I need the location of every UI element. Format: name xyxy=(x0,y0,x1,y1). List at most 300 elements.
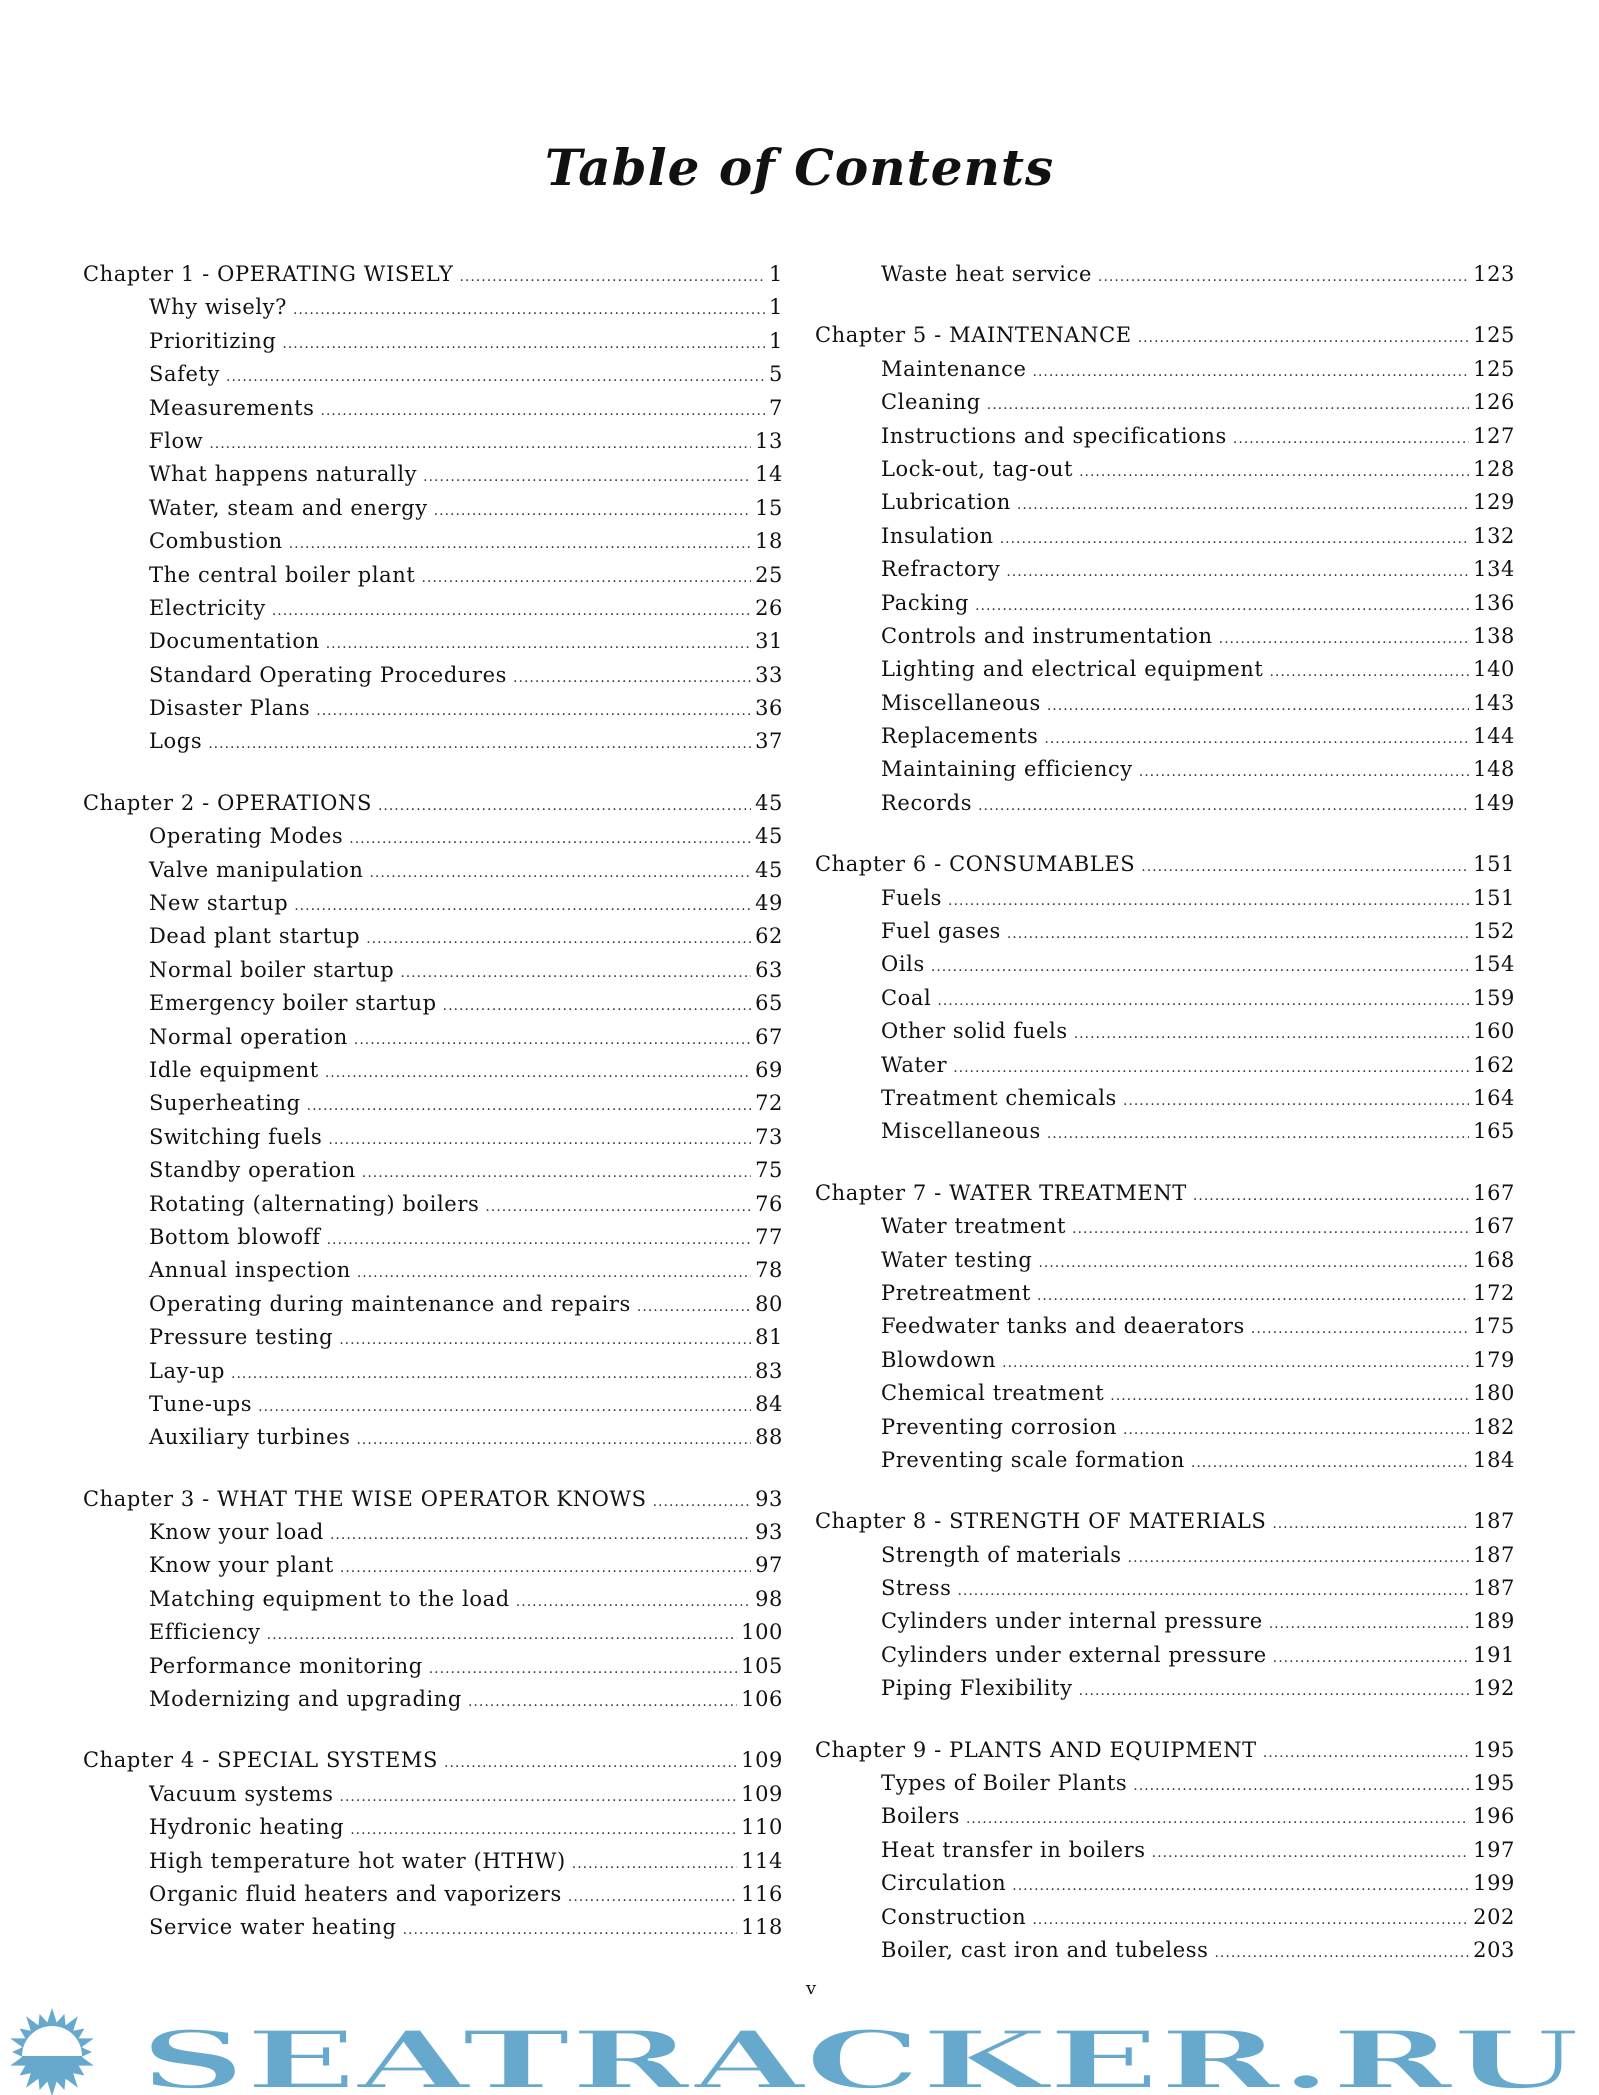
chapter-row[interactable] xyxy=(815,852,1515,885)
page-number: v xyxy=(806,1978,817,1999)
section-row[interactable] xyxy=(815,986,1515,1019)
entry-label: Service water heating xyxy=(149,1915,397,1940)
entry-page: 67 xyxy=(755,1024,783,1049)
section-row[interactable] xyxy=(83,1225,783,1258)
section-row[interactable] xyxy=(815,490,1515,523)
entry-page: 37 xyxy=(755,729,783,754)
section-row[interactable] xyxy=(815,390,1515,423)
section-row[interactable] xyxy=(83,1882,783,1915)
dot-leader xyxy=(282,336,765,352)
entry-label: Efficiency xyxy=(149,1620,261,1645)
entry-page: 75 xyxy=(755,1158,783,1183)
dot-leader xyxy=(1251,1321,1469,1337)
entry-label: Boiler, cast iron and tubeless xyxy=(881,1937,1209,1962)
section-row[interactable] xyxy=(83,729,783,762)
dot-leader xyxy=(272,603,751,619)
entry-label: Refractory xyxy=(881,557,1001,582)
entry-page: 14 xyxy=(755,462,783,487)
dot-leader xyxy=(316,703,751,719)
section-row[interactable] xyxy=(83,824,783,857)
section-row[interactable] xyxy=(815,791,1515,824)
dot-leader xyxy=(1123,1422,1469,1438)
section-row[interactable] xyxy=(815,1643,1515,1676)
entry-label: Logs xyxy=(149,729,203,754)
section-row[interactable] xyxy=(815,1938,1515,1971)
entry-page: 76 xyxy=(755,1191,783,1216)
section-row[interactable] xyxy=(83,629,783,662)
section-row[interactable] xyxy=(83,1553,783,1586)
entry-page: 93 xyxy=(755,1486,783,1511)
entry-label: Preventing scale formation xyxy=(881,1447,1185,1472)
entry-label: Cylinders under external pressure xyxy=(881,1642,1267,1667)
entry-label: High temperature hot water (HTHW) xyxy=(149,1848,566,1873)
section-row[interactable] xyxy=(83,362,783,395)
entry-page: 13 xyxy=(755,428,783,453)
entry-page: 72 xyxy=(755,1091,783,1116)
dot-leader xyxy=(1006,564,1469,580)
dot-leader xyxy=(931,959,1469,975)
dot-leader xyxy=(429,1661,737,1677)
dot-leader xyxy=(1191,1455,1469,1471)
entry-page: 159 xyxy=(1473,985,1515,1010)
section-row[interactable] xyxy=(83,1815,783,1848)
dot-leader xyxy=(1139,764,1469,780)
dot-leader xyxy=(1138,330,1469,346)
section-row[interactable] xyxy=(815,1804,1515,1837)
section-row[interactable] xyxy=(83,396,783,429)
entry-page: 140 xyxy=(1473,657,1515,682)
dot-leader xyxy=(1047,1126,1469,1142)
section-row[interactable] xyxy=(815,1905,1515,1938)
entry-label: Boilers xyxy=(881,1804,960,1829)
entry-label: Valve manipulation xyxy=(149,857,364,882)
section-row[interactable] xyxy=(83,1520,783,1553)
dot-leader xyxy=(1033,364,1470,380)
dot-leader xyxy=(637,1299,751,1315)
entry-label: Matching equipment to the load xyxy=(149,1586,510,1611)
section-row[interactable] xyxy=(83,1359,783,1392)
entry-label: Stress xyxy=(881,1576,952,1601)
dot-leader xyxy=(1002,1355,1469,1371)
entry-page: 187 xyxy=(1473,1509,1515,1534)
section-row[interactable] xyxy=(83,563,783,596)
entry-page: 31 xyxy=(755,629,783,654)
entry-page: 175 xyxy=(1473,1314,1515,1339)
chapter-row[interactable] xyxy=(83,1487,783,1520)
dot-leader xyxy=(1233,431,1469,447)
entry-label: Performance monitoring xyxy=(149,1653,423,1678)
chapter-group xyxy=(815,1738,1515,1972)
entry-page: 151 xyxy=(1473,852,1515,877)
section-row[interactable] xyxy=(83,1654,783,1687)
chapter-group xyxy=(83,791,783,1459)
entry-page: 109 xyxy=(741,1781,783,1806)
entry-page: 106 xyxy=(741,1687,783,1712)
dot-leader xyxy=(289,536,751,552)
entry-label: Miscellaneous xyxy=(881,690,1041,715)
chapter-row[interactable] xyxy=(815,323,1515,356)
entry-page: 65 xyxy=(755,991,783,1016)
chapter-row[interactable] xyxy=(815,1181,1515,1214)
section-row[interactable] xyxy=(815,886,1515,919)
entry-label: Insulation xyxy=(881,523,994,548)
entry-page: 84 xyxy=(755,1391,783,1416)
entry-label: Replacements xyxy=(881,724,1039,749)
section-row[interactable] xyxy=(815,624,1515,657)
entry-label: Water, steam and energy xyxy=(149,495,428,520)
dot-leader xyxy=(350,1822,737,1838)
entry-page: 162 xyxy=(1473,1052,1515,1077)
dot-leader xyxy=(1047,698,1469,714)
entry-page: 5 xyxy=(769,362,783,387)
section-row[interactable] xyxy=(815,1214,1515,1247)
entry-label: Maintenance xyxy=(881,356,1027,381)
entry-label: Cleaning xyxy=(881,390,981,415)
section-row[interactable] xyxy=(83,1587,783,1620)
entry-page: 191 xyxy=(1473,1642,1515,1667)
dot-leader xyxy=(1214,1945,1469,1961)
section-row[interactable] xyxy=(83,1620,783,1653)
dot-leader xyxy=(1017,497,1469,513)
entry-page: 116 xyxy=(741,1881,783,1906)
dot-leader xyxy=(1133,1778,1469,1794)
entry-label: Chapter 5 - MAINTENANCE xyxy=(815,323,1132,348)
entry-page: 152 xyxy=(1473,919,1515,944)
entry-page: 192 xyxy=(1473,1676,1515,1701)
entry-page: 77 xyxy=(755,1224,783,1249)
dot-leader xyxy=(1079,1683,1469,1699)
section-row[interactable] xyxy=(815,1019,1515,1052)
entry-page: 45 xyxy=(755,857,783,882)
entry-page: 184 xyxy=(1473,1447,1515,1472)
dot-leader xyxy=(1044,731,1469,747)
section-row[interactable] xyxy=(83,1025,783,1058)
section-row[interactable] xyxy=(815,1381,1515,1414)
entry-label: Other solid fuels xyxy=(881,1019,1068,1044)
section-row[interactable] xyxy=(815,919,1515,952)
entry-label: Normal operation xyxy=(149,1024,348,1049)
entry-page: 197 xyxy=(1473,1837,1515,1862)
entry-label: Preventing corrosion xyxy=(881,1414,1117,1439)
dot-leader xyxy=(226,369,765,385)
section-row[interactable] xyxy=(815,1676,1515,1709)
entry-label: Oils xyxy=(881,952,925,977)
dot-leader xyxy=(307,1098,751,1114)
entry-label: Lighting and electrical equipment xyxy=(881,657,1264,682)
entry-page: 187 xyxy=(1473,1542,1515,1567)
entry-label: Measurements xyxy=(149,395,315,420)
entry-page: 83 xyxy=(755,1358,783,1383)
section-row[interactable] xyxy=(83,1058,783,1091)
entry-page: 168 xyxy=(1473,1247,1515,1272)
entry-page: 98 xyxy=(755,1586,783,1611)
section-row[interactable] xyxy=(815,591,1515,624)
entry-label: Chapter 9 - PLANTS AND EQUIPMENT xyxy=(815,1737,1257,1762)
dot-leader xyxy=(1032,1912,1469,1928)
entry-page: 123 xyxy=(1473,262,1515,286)
section-row[interactable] xyxy=(83,1325,783,1358)
entry-page: 134 xyxy=(1473,557,1515,582)
dot-leader xyxy=(321,403,766,419)
dot-leader xyxy=(366,931,751,947)
entry-page: 196 xyxy=(1473,1804,1515,1829)
section-row[interactable] xyxy=(815,724,1515,757)
entry-page: 63 xyxy=(755,957,783,982)
entry-label: Organic fluid heaters and vaporizers xyxy=(149,1881,562,1906)
entry-page: 182 xyxy=(1473,1414,1515,1439)
chapter-row[interactable] xyxy=(83,1748,783,1781)
section-row[interactable] xyxy=(83,529,783,562)
section-row[interactable] xyxy=(815,1415,1515,1448)
section-row[interactable] xyxy=(815,1543,1515,1576)
chapter-row[interactable] xyxy=(83,262,783,295)
entry-page: 1 xyxy=(769,262,783,286)
section-row[interactable] xyxy=(815,1119,1515,1152)
entry-page: 189 xyxy=(1473,1609,1515,1634)
entry-label: Chapter 4 - SPECIAL SYSTEMS xyxy=(83,1748,438,1773)
section-row[interactable] xyxy=(815,952,1515,985)
dot-leader xyxy=(327,1232,752,1248)
section-row[interactable] xyxy=(815,757,1515,790)
section-row[interactable] xyxy=(815,262,1515,295)
entry-label: Chemical treatment xyxy=(881,1381,1105,1406)
dot-leader xyxy=(357,1265,751,1281)
dot-leader xyxy=(653,1494,751,1510)
chapter-group xyxy=(83,262,783,763)
entry-label: Lock-out, tag-out xyxy=(881,456,1074,481)
section-row[interactable] xyxy=(815,1248,1515,1281)
entry-label: Controls and instrumentation xyxy=(881,623,1213,648)
sun-icon xyxy=(10,2008,94,2095)
dot-leader xyxy=(340,1560,751,1576)
dot-leader xyxy=(1152,1845,1469,1861)
dot-leader xyxy=(339,1332,751,1348)
entry-page: 132 xyxy=(1473,523,1515,548)
section-row[interactable] xyxy=(815,1771,1515,1804)
entry-label: Vacuum systems xyxy=(149,1781,334,1806)
entry-page: 154 xyxy=(1473,952,1515,977)
dot-leader xyxy=(328,1132,751,1148)
entry-label: Know your load xyxy=(149,1520,324,1545)
entry-label: New startup xyxy=(149,891,289,916)
section-row[interactable] xyxy=(83,991,783,1024)
section-row[interactable] xyxy=(83,958,783,991)
dot-leader xyxy=(953,1060,1469,1076)
dot-leader xyxy=(444,1755,737,1771)
dot-leader xyxy=(400,965,751,981)
section-row[interactable] xyxy=(815,1576,1515,1609)
section-row[interactable] xyxy=(815,1838,1515,1871)
entry-page: 105 xyxy=(741,1653,783,1678)
entry-page: 187 xyxy=(1473,1576,1515,1601)
section-row[interactable] xyxy=(83,924,783,957)
chapter-row[interactable] xyxy=(815,1509,1515,1542)
dot-leader xyxy=(349,831,751,847)
dot-leader xyxy=(485,1199,751,1215)
entry-label: Dead plant startup xyxy=(149,924,361,949)
entry-page: 128 xyxy=(1473,456,1515,481)
section-row[interactable] xyxy=(83,295,783,328)
entry-label: Miscellaneous xyxy=(881,1119,1041,1144)
section-row[interactable] xyxy=(83,462,783,495)
entry-page: 195 xyxy=(1473,1771,1515,1796)
entry-page: 93 xyxy=(755,1520,783,1545)
entry-label: Pretreatment xyxy=(881,1280,1031,1305)
section-row[interactable] xyxy=(815,557,1515,590)
dot-leader xyxy=(513,670,751,686)
entry-page: 125 xyxy=(1473,356,1515,381)
entry-page: 69 xyxy=(755,1057,783,1082)
entry-page: 160 xyxy=(1473,1019,1515,1044)
dot-leader xyxy=(1079,464,1469,480)
section-row[interactable] xyxy=(83,663,783,696)
entry-page: 15 xyxy=(755,495,783,520)
dot-leader xyxy=(434,503,751,519)
entry-label: Rotating (alternating) boilers xyxy=(149,1191,480,1216)
entry-label: Emergency boiler startup xyxy=(149,991,437,1016)
dot-leader xyxy=(948,893,1469,909)
dot-leader xyxy=(231,1366,751,1382)
section-row[interactable] xyxy=(83,1091,783,1124)
entry-label: Standby operation xyxy=(149,1158,356,1183)
toc-column-right xyxy=(815,262,1515,1971)
section-row[interactable] xyxy=(83,1425,783,1458)
entry-page: 148 xyxy=(1473,757,1515,782)
dot-leader xyxy=(1037,1288,1469,1304)
entry-page: 179 xyxy=(1473,1347,1515,1372)
entry-label: Lay-up xyxy=(149,1358,225,1383)
entry-page: 125 xyxy=(1473,323,1515,348)
entry-page: 78 xyxy=(755,1258,783,1283)
entry-label: Treatment chemicals xyxy=(881,1085,1117,1110)
section-row[interactable] xyxy=(815,1348,1515,1381)
entry-label: Chapter 2 - OPERATIONS xyxy=(83,790,372,815)
entry-label: Disaster Plans xyxy=(149,696,311,721)
section-row[interactable] xyxy=(815,1609,1515,1642)
section-row[interactable] xyxy=(83,1392,783,1425)
dot-leader xyxy=(1123,1093,1469,1109)
section-row[interactable] xyxy=(815,1281,1515,1314)
toc-column-left xyxy=(83,262,783,1949)
entry-page: 26 xyxy=(755,595,783,620)
section-row[interactable] xyxy=(83,596,783,629)
entry-label: Instructions and specifications xyxy=(881,423,1227,448)
entry-label: Operating Modes xyxy=(149,824,344,849)
dot-leader xyxy=(1038,1255,1469,1271)
entry-page: 88 xyxy=(755,1425,783,1450)
entry-page: 1 xyxy=(769,295,783,320)
section-row[interactable] xyxy=(83,1782,783,1815)
entry-page: 144 xyxy=(1473,724,1515,749)
entry-label: Packing xyxy=(881,590,970,615)
chapter-group xyxy=(815,1181,1515,1482)
dot-leader xyxy=(966,1811,1469,1827)
section-row[interactable] xyxy=(83,1915,783,1948)
entry-label: Pressure testing xyxy=(149,1325,334,1350)
entry-page: 151 xyxy=(1473,885,1515,910)
dot-leader xyxy=(362,1165,751,1181)
entry-label: Why wisely? xyxy=(149,295,287,320)
section-row[interactable] xyxy=(815,1871,1515,1904)
section-row[interactable] xyxy=(83,429,783,462)
dot-leader xyxy=(978,798,1469,814)
dot-leader xyxy=(330,1527,751,1543)
entry-page: 1 xyxy=(769,328,783,353)
section-row[interactable] xyxy=(83,496,783,529)
dot-leader xyxy=(326,636,751,652)
section-row[interactable] xyxy=(815,524,1515,557)
section-row[interactable] xyxy=(83,1292,783,1325)
section-row[interactable] xyxy=(815,1086,1515,1119)
entry-label: Types of Boiler Plants xyxy=(881,1771,1128,1796)
entry-label: Annual inspection xyxy=(149,1258,351,1283)
dot-leader xyxy=(1110,1388,1469,1404)
dot-leader xyxy=(1012,1878,1469,1894)
chapter-group xyxy=(83,1487,783,1721)
entry-page: 127 xyxy=(1473,423,1515,448)
dot-leader xyxy=(423,469,751,485)
entry-label: Circulation xyxy=(881,1871,1007,1896)
dot-leader xyxy=(325,1065,751,1081)
dot-leader xyxy=(258,1399,751,1415)
entry-page: 100 xyxy=(741,1620,783,1645)
section-row[interactable] xyxy=(83,696,783,729)
entry-page: 199 xyxy=(1473,1871,1515,1896)
entry-label: Superheating xyxy=(149,1091,301,1116)
entry-label: Water testing xyxy=(881,1247,1033,1272)
entry-label: Flow xyxy=(149,428,204,453)
section-row[interactable] xyxy=(83,1258,783,1291)
section-row[interactable] xyxy=(83,1849,783,1882)
section-row[interactable] xyxy=(83,858,783,891)
dot-leader xyxy=(1269,1616,1469,1632)
section-row[interactable] xyxy=(83,891,783,924)
entry-page: 126 xyxy=(1473,390,1515,415)
entry-page: 109 xyxy=(741,1748,783,1773)
entry-label: Bottom blowoff xyxy=(149,1224,321,1249)
section-row[interactable] xyxy=(83,1192,783,1225)
section-row[interactable] xyxy=(815,657,1515,690)
dot-leader xyxy=(1072,1221,1469,1237)
section-row[interactable] xyxy=(815,424,1515,457)
chapter-group xyxy=(83,1748,783,1948)
section-row[interactable] xyxy=(815,1448,1515,1481)
dot-leader xyxy=(1000,531,1469,547)
chapter-row[interactable] xyxy=(815,1738,1515,1771)
section-row[interactable] xyxy=(83,1158,783,1191)
entry-label: Normal boiler startup xyxy=(149,957,395,982)
dot-leader xyxy=(403,1922,738,1938)
section-row[interactable] xyxy=(815,357,1515,390)
entry-page: 129 xyxy=(1473,490,1515,515)
section-row[interactable] xyxy=(815,691,1515,724)
entry-page: 167 xyxy=(1473,1214,1515,1239)
section-row[interactable] xyxy=(83,1125,783,1158)
chapter-group xyxy=(815,852,1515,1153)
dot-leader xyxy=(1273,1650,1469,1666)
section-row[interactable] xyxy=(815,1314,1515,1347)
section-row[interactable] xyxy=(83,329,783,362)
chapter-row[interactable] xyxy=(83,791,783,824)
section-row[interactable] xyxy=(83,1687,783,1720)
entry-label: Chapter 3 - WHAT THE WISE OPERATOR KNOWS xyxy=(83,1486,647,1511)
dot-leader xyxy=(294,898,751,914)
entry-page: 136 xyxy=(1473,590,1515,615)
entry-label: Construction xyxy=(881,1904,1027,1929)
section-row[interactable] xyxy=(815,1053,1515,1086)
entry-label: Piping Flexibility xyxy=(881,1676,1073,1701)
section-row[interactable] xyxy=(815,457,1515,490)
